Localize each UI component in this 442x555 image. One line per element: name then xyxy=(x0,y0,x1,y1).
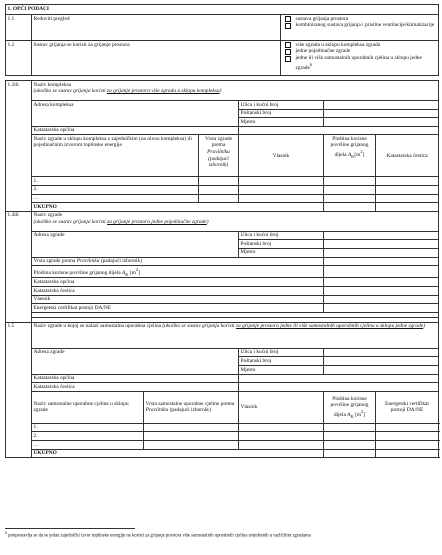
place-label: Mjesto xyxy=(239,118,324,127)
checkbox-icon[interactable] xyxy=(285,42,291,48)
checkbox-icon[interactable] xyxy=(285,56,291,62)
col-area: Ploština korisne površine grijanog dijela $A_K[m^2]$ xyxy=(324,135,376,177)
cadastral-label: Katastarska općina xyxy=(32,278,324,287)
plot-label: Katastarska čestica xyxy=(32,287,324,296)
heating-scope-label: Sustav grijanja se koristi za grijanje prostora xyxy=(32,41,281,76)
row-number: 1.3ili xyxy=(6,81,32,212)
row-1-3 xyxy=(6,81,439,101)
unit-columns-header xyxy=(6,391,439,423)
table-row[interactable]: 1. xyxy=(6,423,439,432)
footnote xyxy=(5,528,438,539)
row-number: 1.5 xyxy=(6,322,32,457)
footnote-rule xyxy=(5,528,135,529)
cadastral-field[interactable] xyxy=(239,374,439,383)
option-usage-units[interactable]: jedne ili više samostalnih uporabnih cjelina u sklopu jedne zgrade$^6$ xyxy=(283,55,437,71)
plot-field[interactable] xyxy=(324,287,439,296)
row-1-5 xyxy=(6,322,439,348)
section-header-row xyxy=(6,5,439,15)
inspection-type-options xyxy=(281,15,439,41)
row-1-2 xyxy=(6,41,439,76)
col-building-type: Vrsta zgrade prema Pravilniku (padajući izbornik) xyxy=(199,135,239,177)
building-address-label: Adresa zgrade xyxy=(32,231,239,257)
postal-label: Poštanski broj xyxy=(239,357,324,366)
total-area-field[interactable] xyxy=(324,449,376,458)
total-row xyxy=(6,203,439,212)
postal-field[interactable] xyxy=(324,240,439,249)
postal-label: Poštanski broj xyxy=(239,109,324,118)
unit-building-name-cell[interactable]: Naziv zgrade u kojoj se nalazi samostalna uporabna cjelina (ukoliko se sustav grijanja koristi za grijanje prostora jedne ili više samostalnih uporabnih cjelina u sklopu jedne zgrade) xyxy=(32,322,439,348)
area-field[interactable] xyxy=(324,266,439,278)
street-label: Ulica i kućni broj xyxy=(239,101,324,110)
cadastral-label: Katastarska općina xyxy=(32,126,239,135)
footnote-mark: 6 xyxy=(309,61,313,67)
complex-columns-header xyxy=(6,135,439,177)
checkbox-icon[interactable] xyxy=(285,23,291,29)
place-field[interactable] xyxy=(324,248,439,257)
street-field[interactable] xyxy=(324,231,439,240)
col-certificate: Energetski certifikat postoji DA/NE xyxy=(376,391,439,423)
street-field[interactable] xyxy=(324,348,439,357)
option-single-building[interactable]: jedne pojedinačne zgrade xyxy=(283,48,437,55)
col-plot: Katastarska čestica xyxy=(376,135,439,177)
row-number: 1.2 xyxy=(6,41,32,76)
total-label: UKUPNO xyxy=(32,449,324,458)
street-label: Ulica i kućni broj xyxy=(239,231,324,240)
building-name-cell[interactable]: Naziv zgrade (ukoliko se sustav grijanja koristi za grijanje prostora jedne pojedinačne zgrade) xyxy=(32,211,439,231)
street-label: Ulica i kućni broj xyxy=(239,348,324,357)
plot-field[interactable] xyxy=(239,383,439,392)
heating-scope-options xyxy=(281,41,439,76)
place-label: Mjesto xyxy=(239,366,324,375)
row-1-1 xyxy=(6,15,439,41)
col-area: Ploština korisne površine grijanog dijela $A_K$ $[m^2]$ xyxy=(324,391,376,423)
col-building-name: Naziv zgrade u sklopu kompleksa s zajedničkim (na nivou kompleksa) ili pojedinačnim izvorom toplinske energije xyxy=(32,135,199,177)
building-type-dropdown[interactable] xyxy=(324,257,439,266)
checkbox-icon[interactable] xyxy=(285,49,291,55)
certificate-field[interactable] xyxy=(324,304,439,313)
cadastral-label: Katastarska općina xyxy=(32,374,239,383)
row-1-4 xyxy=(6,211,439,231)
general-data-form xyxy=(5,4,438,458)
general-data-table xyxy=(5,4,439,458)
total-area-field[interactable] xyxy=(324,203,376,212)
building-type-label: Vrsta zgrade prema Pravilniku (padajući izbornik) xyxy=(32,257,324,266)
cadastral-field[interactable] xyxy=(324,278,439,287)
option-heating-system[interactable]: sustava grijanja prostora xyxy=(283,16,437,23)
total-label: UKUPNO xyxy=(32,203,324,212)
section-title: 1. OPĆI PODACI xyxy=(6,5,439,15)
plot-label: Katastarska čestica xyxy=(32,383,239,392)
place-field[interactable] xyxy=(324,118,439,127)
table-row[interactable]: 2. xyxy=(6,185,439,194)
col-unit-name: Naziv samostalne uporabne cjeline u sklopu zgrade xyxy=(32,391,144,423)
col-owner: Vlasnik xyxy=(239,135,324,177)
table-row[interactable]: 2. xyxy=(6,432,439,441)
complex-name-cell[interactable]: Naziv kompleksa (ukoliko se sustav grijanja koristi za grijanje prostora više zgrada u sklopu kompleksa) xyxy=(32,81,439,101)
footnote-mark: 6 xyxy=(5,531,7,535)
cadastral-field[interactable] xyxy=(239,126,439,135)
area-label: Ploština korisne površine grijanog dijela $A_K$ $[m^2]$ xyxy=(32,266,324,278)
complex-address-label: Adresa kompleksa xyxy=(32,101,239,127)
postal-field[interactable] xyxy=(324,109,439,118)
table-row[interactable]: 1. xyxy=(6,177,439,186)
col-owner: Vlasnik xyxy=(239,391,324,423)
place-label: Mjesto xyxy=(239,248,324,257)
total-row xyxy=(6,449,439,458)
street-field[interactable] xyxy=(324,101,439,110)
table-row[interactable]: … xyxy=(6,441,439,450)
owner-label: Vlasnik xyxy=(32,295,324,304)
regular-inspection-label: Redoviti pregled xyxy=(32,15,281,41)
postal-field[interactable] xyxy=(324,357,439,366)
owner-field[interactable] xyxy=(324,295,439,304)
certificate-label: Energetski certifikat postoji DA/NE xyxy=(32,304,324,313)
complex-address-row xyxy=(6,101,439,110)
row-number: 1.1 xyxy=(6,15,32,41)
postal-label: Poštanski broj xyxy=(239,240,324,249)
option-multiple-buildings[interactable]: više zgrada u sklopu kompleksa zgrada xyxy=(283,42,437,49)
place-field[interactable] xyxy=(324,366,439,375)
col-unit-type: Vrsta samostalne uporabne cjeline prema Pravilniku (padajući izbornik) xyxy=(144,391,239,423)
unit-address-label: Adresa zgrade xyxy=(32,348,239,374)
row-number: 1.4ili xyxy=(6,211,32,322)
footnote-text: pretpostavlja se da se jedan zajednički izvor toplinske energije ne koristi za grijanje prostora više samostalnih uporabnih cjelina smještenih u različitim zgradama xyxy=(6,533,311,539)
option-combined-system[interactable]: kombiniranog sustava grijanja i prisilne ventilacije/klimatizacije xyxy=(283,22,437,29)
table-row[interactable]: … xyxy=(6,194,439,203)
checkbox-icon[interactable] xyxy=(285,16,291,22)
